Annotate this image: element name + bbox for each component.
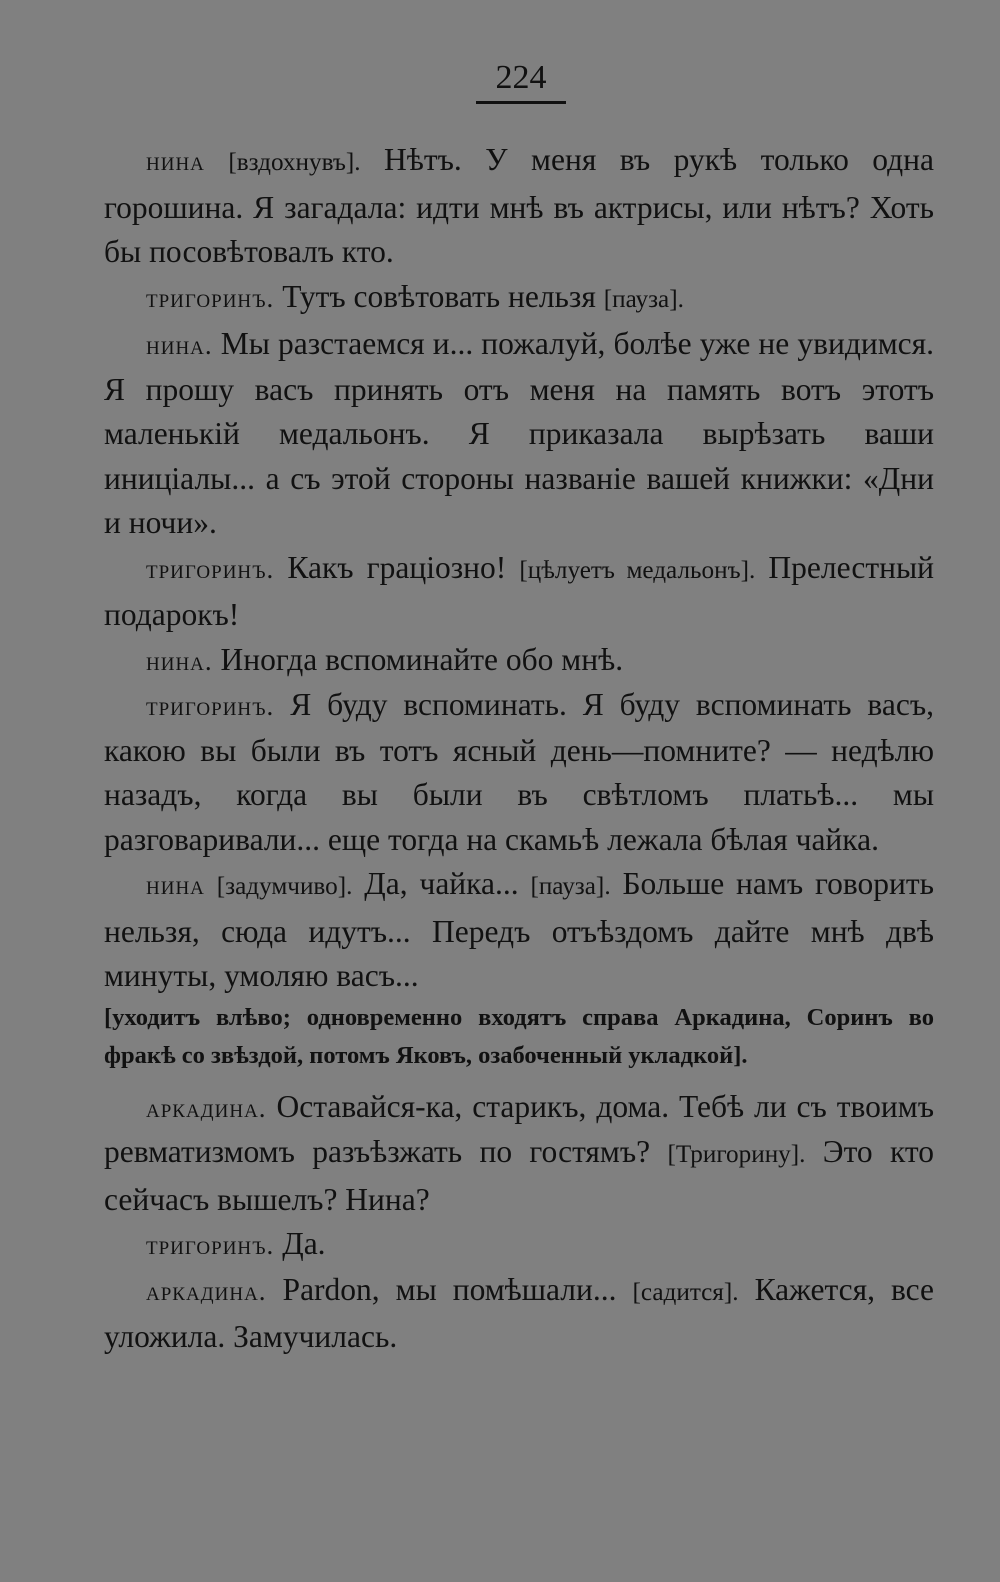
page-number-rule (476, 101, 566, 104)
dialogue-text: Нѣтъ. У меня въ рукѣ только одна горошина. Я загадала: идти мнѣ въ актрисы, или нѣтъ? Хоть бы посовѣтовалъ кто. (104, 142, 934, 269)
stage-direction: [пауза]. (530, 873, 611, 900)
dialogue-text: Оставайся-ка, старикъ, дома. Тебѣ ли съ твоимъ ревматизмомъ разъѣзжать по гостямъ? (104, 1088, 934, 1169)
speaker-name: нина (146, 146, 205, 176)
stage-direction: [задумчиво]. (216, 873, 353, 900)
dialogue-text: Прелестный подарокъ! (104, 549, 934, 632)
dialogue-text: Тутъ совѣтовать нельзя (274, 278, 604, 314)
line-block (104, 138, 934, 275)
stage-direction: [цѣлуетъ медальонъ]. (519, 556, 756, 584)
line-block (104, 275, 934, 323)
dialogue-text: Иногда вспоминайте обо мнѣ. (212, 641, 624, 677)
page-number: 224 (495, 59, 547, 96)
stage-direction: [вздохнувъ]. (228, 149, 361, 176)
speaker-name: нина. (146, 645, 213, 676)
line-block (104, 1085, 934, 1223)
page-text (104, 138, 934, 1360)
stage-direction: [Тригорину]. (667, 1141, 806, 1168)
stage-direction-block: [уходитъ влѣво; одновременно входятъ справа Аркадина, Соринъ во фракѣ со звѣздой, потомъ Яковъ, озабоченный укладкой]. (104, 1003, 934, 1069)
dialogue-text: Кажется, все уложила. Замучилась. (104, 1271, 934, 1354)
line-block (104, 546, 934, 638)
dialogue-text: Больше намъ говорить нельзя, сюда идутъ... Передъ отъѣздомъ дайте мнѣ двѣ минуты, умоляю васъ... (104, 866, 935, 993)
line-block (104, 1222, 934, 1268)
dialogue-text: Да. (274, 1226, 326, 1261)
dialogue-text: Это кто сейчасъ вышелъ? Нина? (104, 1134, 934, 1217)
speaker-name: нина (146, 870, 205, 900)
line-block (104, 322, 934, 546)
line-block (104, 862, 934, 999)
dialogue-text: Pardon, мы помѣшали... (266, 1271, 633, 1307)
stage-direction: [садится]. (632, 1278, 739, 1306)
speaker-name: нина. (146, 330, 213, 360)
line-block (104, 638, 934, 684)
speaker-name: тригоринъ. (146, 1230, 275, 1260)
speaker-name: тригоринъ. (146, 691, 275, 721)
speaker-name: аркадина. (146, 1092, 267, 1123)
dialogue-text: Мы разстаемся и... пожалуй, болѣе уже не увидимся. Я прошу васъ принять отъ меня на память вотъ этотъ маленькій медальонъ. Я приказала вырѣзать ваши иниціалы... а съ этой стороны названіе вашей книжки: «Дни и ночи». (104, 326, 934, 540)
stage-direction: [пауза]. (603, 285, 684, 313)
speaker-name: аркадина. (146, 1275, 267, 1306)
dialogue-text: Какъ граціозно! (274, 549, 520, 585)
speaker-name: тригоринъ. (146, 553, 275, 584)
line-block (104, 1268, 934, 1360)
dialogue-text: Я буду вспоминать. Я буду вспоминать васъ, какою вы были въ тотъ ясный день—помните? — недѣлю назадъ, когда вы были въ свѣтломъ платьѣ... мы разговаривали... еще тогда на скамьѣ лежала бѣлая чайка. (104, 687, 934, 857)
line-block (104, 683, 934, 862)
speaker-name: тригоринъ. (146, 282, 275, 313)
dialogue-text: Да, чайка... (352, 866, 531, 901)
